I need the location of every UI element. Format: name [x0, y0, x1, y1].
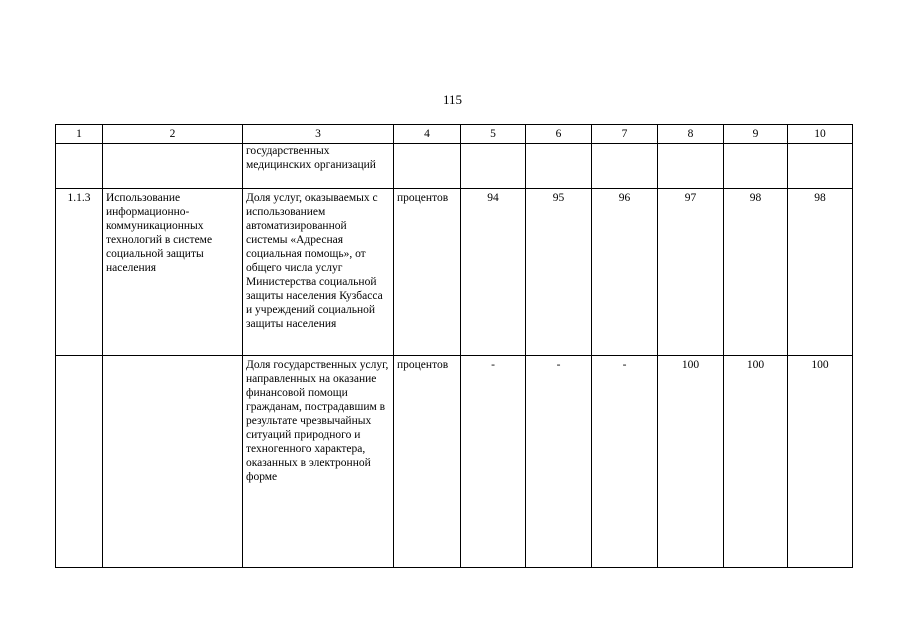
row-code — [56, 144, 103, 189]
row-value: 95 — [526, 189, 592, 356]
page-number: 115 — [442, 92, 463, 107]
row-value — [526, 144, 592, 189]
row-value: - — [526, 356, 592, 568]
row-value: - — [461, 356, 526, 568]
header-cell: 10 — [788, 125, 853, 144]
header-cell: 6 — [526, 125, 592, 144]
row-value: 97 — [658, 189, 724, 356]
indicators-table — [55, 124, 853, 568]
row-value — [461, 144, 526, 189]
table-row — [56, 356, 853, 568]
header-cell: 5 — [461, 125, 526, 144]
row-indicator: государственных медицинских организаций — [243, 144, 394, 189]
table-header-row — [56, 125, 853, 144]
row-value: 96 — [592, 189, 658, 356]
header-cell: 9 — [724, 125, 788, 144]
row-indicator: Доля государственных услуг, направленных на оказание финансовой помощи гражданам, пострадавшим в результате чрезвычайных ситуаций природного и техногенного характера, оказанных в электронной форме — [243, 356, 394, 568]
header-cell: 1 — [56, 125, 103, 144]
row-value: 100 — [788, 356, 853, 568]
row-unit: процентов — [394, 356, 461, 568]
row-value — [724, 144, 788, 189]
row-indicator: Доля услуг, оказываемых с использованием автоматизированной системы «Адресная социальная помощь», от общего числа услуг Министерства социальной защиты населения Кузбасса и учреждений социальной защиты населения — [243, 189, 394, 356]
row-name: Использование информационно-коммуникационных технологий в системе социальной защиты населения — [103, 189, 243, 356]
table-row — [56, 144, 853, 189]
row-value: - — [592, 356, 658, 568]
header-cell: 3 — [243, 125, 394, 144]
row-value: 100 — [658, 356, 724, 568]
header-cell: 7 — [592, 125, 658, 144]
table-row — [56, 189, 853, 356]
row-value — [592, 144, 658, 189]
row-name — [103, 144, 243, 189]
row-unit: процентов — [394, 189, 461, 356]
row-value: 98 — [724, 189, 788, 356]
row-unit — [394, 144, 461, 189]
row-code — [56, 356, 103, 568]
row-value — [788, 144, 853, 189]
header-cell: 8 — [658, 125, 724, 144]
row-value: 94 — [461, 189, 526, 356]
row-code: 1.1.3 — [56, 189, 103, 356]
row-value — [658, 144, 724, 189]
row-value: 98 — [788, 189, 853, 356]
header-cell: 4 — [394, 125, 461, 144]
row-value: 100 — [724, 356, 788, 568]
row-name — [103, 356, 243, 568]
header-cell: 2 — [103, 125, 243, 144]
